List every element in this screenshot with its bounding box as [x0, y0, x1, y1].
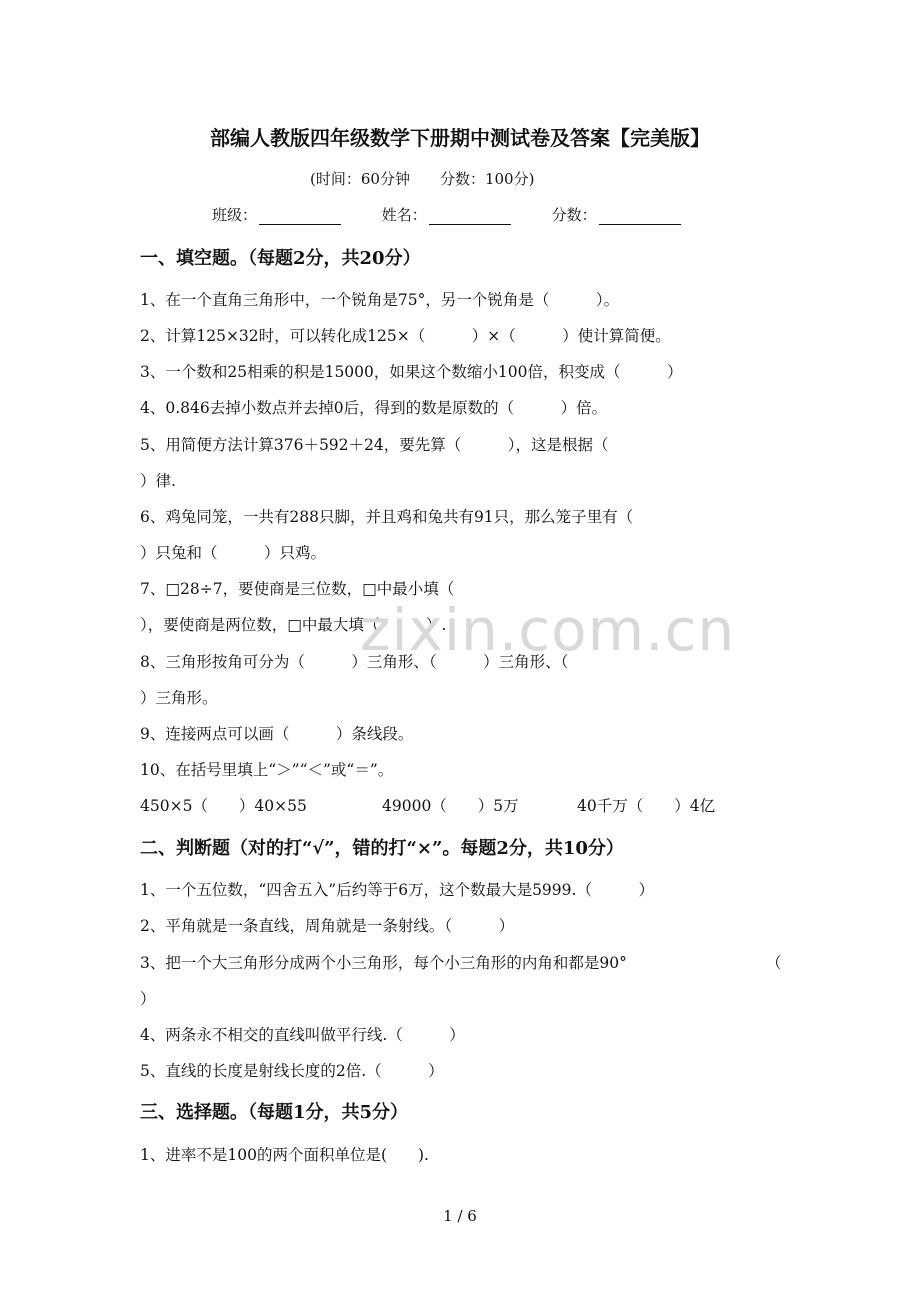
exam-total-score: 分数：100分) [439, 170, 535, 188]
score-field[interactable] [552, 204, 681, 225]
question-line: 1、进率不是100的两个面积单位是( ). [140, 1146, 429, 1164]
question-line: 9、连接两点可以画（ ）条线段。 [140, 725, 414, 743]
question-line: 5、直线的长度是射线长度的2倍.（ ） [140, 1062, 444, 1080]
question-line: 6、鸡兔同笼，一共有288只脚，并且鸡和兔共有91只，那么笼子里有（ [140, 508, 634, 526]
compare-item: 40千万（ ）4亿 [577, 797, 716, 815]
exam-time: (时间：60分钟 [310, 170, 410, 188]
question-line: 10、在括号里填上“＞”“＜”或“＝”。 [140, 761, 394, 779]
question-line: 2、计算125×32时，可以转化成125×（ ）×（ ）使计算简便。 [140, 327, 671, 345]
question-line: 1、在一个直角三角形中，一个锐角是75°，另一个锐角是（ ）。 [140, 291, 620, 309]
question-line: 4、0.846去掉小数点并去掉0后，得到的数是原数的（ ）倍。 [140, 399, 608, 417]
score-blank[interactable] [599, 208, 681, 225]
exam-meta [310, 168, 534, 189]
name-field[interactable] [382, 204, 511, 225]
section-fill-blank-heading: 一、填空题。（每题2分，共20分） [140, 248, 421, 269]
section-choice-heading: 三、选择题。（每题1分，共5分） [140, 1102, 409, 1123]
question-line: 2、平角就是一条直线，周角就是一条射线。（ ） [140, 917, 515, 935]
watermark: zixin.com.cn [360, 596, 736, 664]
question-paren: （ [766, 954, 782, 972]
question-line: 3、一个数和25相乘的积是15000，如果这个数缩小100倍，积变成（ ） [140, 363, 683, 381]
compare-item: 450×5（ ）40×55 [140, 797, 307, 815]
question-line: ）只兔和（ ）只鸡。 [140, 544, 327, 562]
question-line: 4、两条永不相交的直线叫做平行线.（ ） [140, 1026, 465, 1044]
class-label: 班级： [212, 206, 258, 224]
question-line: ）律. [140, 472, 176, 490]
question-line: ） [140, 990, 156, 1008]
question-line: ），要使商是两位数，□中最大填（ ）. [140, 616, 447, 634]
question-line: 1、一个五位数，“四舍五入”后约等于6万，这个数最大是5999.（ ） [140, 881, 654, 899]
question-line: 5、用简便方法计算376＋592＋24，要先算（ ），这是根据（ [140, 436, 609, 454]
question-line: 8、三角形按角可分为（ ）三角形、（ ）三角形、（ [140, 653, 569, 671]
question-line: ）三角形。 [140, 689, 218, 707]
name-label: 姓名： [381, 206, 427, 224]
question-line: 3、把一个大三角形分成两个小三角形，每个小三角形的内角和都是90° [140, 954, 627, 972]
section-true-false-heading: 二、判断题（对的打“√”，错的打“×”。每题2分，共10分） [140, 838, 624, 859]
page-number: 1 / 6 [443, 1207, 477, 1225]
compare-item: 49000（ ）5万 [382, 797, 519, 815]
class-field[interactable] [212, 204, 341, 225]
name-blank[interactable] [429, 208, 511, 225]
class-blank[interactable] [259, 208, 341, 225]
student-info-fields [212, 204, 717, 225]
score-label: 分数： [551, 206, 597, 224]
question-line: 7、□28÷7，要使商是三位数，□中最小填（ [140, 580, 455, 598]
page-title: 部编人教版四年级数学下册期中测试卷及答案【完美版】 [210, 126, 710, 150]
